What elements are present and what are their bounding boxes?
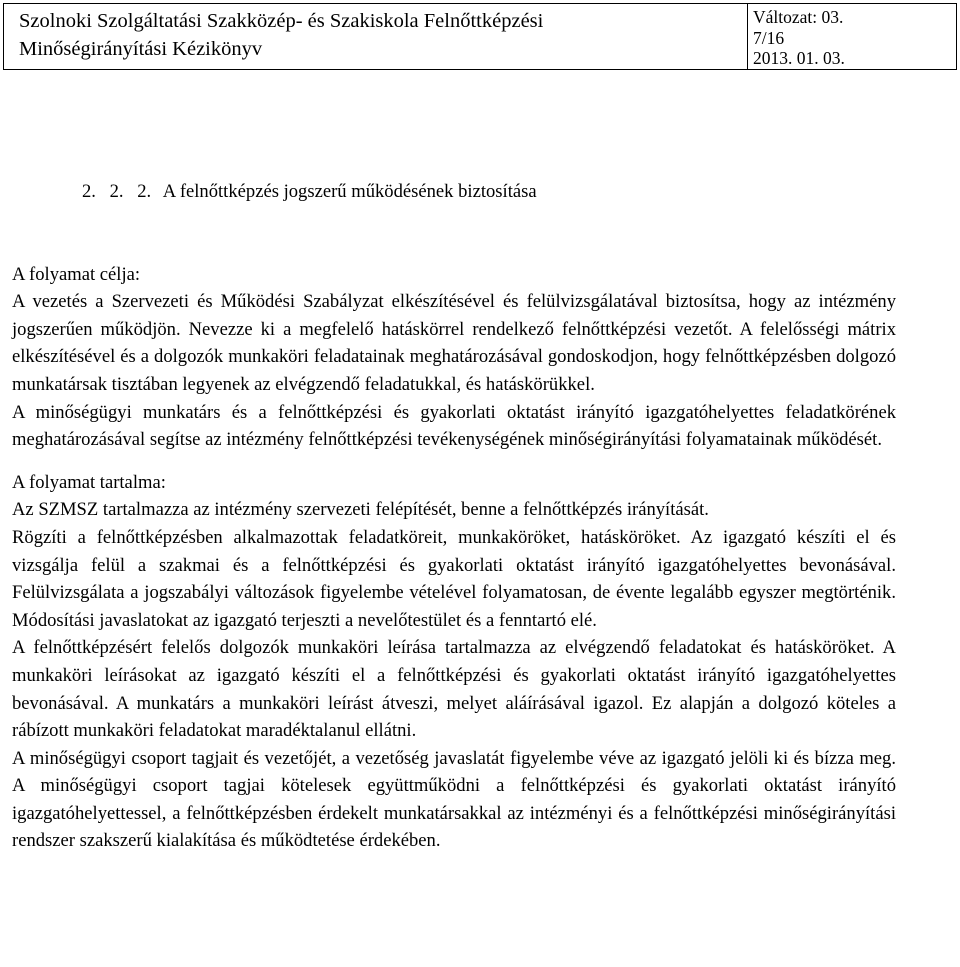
document-body (12, 178, 896, 855)
goal-paragraph: A vezetés a Szervezeti és Működési Szabályzat elkészítésével és felülvizsgálatával biztosítsa, hogy az intézmény jogszerűen működjön. Nevezze ki a megfelelő hatáskörrel rendelkező felnőttképzési vezetőt. A felelősségi mátrix elkészítésével és a dolgozók munkaköri feladatainak meghatározásával gondoskodjon, hogy felnőttképzésben dolgozó munkatársak tisztában legyenek az elvégzendő feladatukkal, és hatáskörükkel. (12, 291, 896, 395)
content-paragraph: Az SZMSZ tartalmazza az intézmény szervezeti felépítését, benne a felnőttképzés irányítását. (12, 499, 709, 521)
content-heading: A folyamat tartalma: (12, 471, 166, 493)
header-date: 2013. 01. 03. (753, 48, 845, 68)
goal-paragraph: A minőségügyi munkatárs és a felnőttképzési és gyakorlati oktatást irányító igazgatóhelyettes feladatkörének meghatározásával segítse az intézmény felnőttképzési tevékenységének minőségirányítási folyamatainak működését. (12, 401, 896, 451)
section-number: 2. 2. 2. (82, 181, 152, 202)
content-paragraph: A minőségügyi csoport tagjait és vezetőjét, a vezetőség javaslatát figyelembe véve az igazgató jelöli ki és bízza meg. A minőségügyi csoport tagjai kötelesek együttműködni a felnőttképzési és gyakorlati oktatást irányító igazgatóhelyettessel, a felnőttképzésben érdekelt munkatársakkal az intézményi és a felnőttképzési minőségirányítási rendszer szakszerű kialakítása és működtetése érdekében. (12, 747, 896, 852)
section-title (82, 178, 896, 206)
school-name: Szolnoki Szolgáltatási Szakközép- és Szakiskola Felnőttképzési (19, 10, 544, 32)
header-left-cell (4, 4, 748, 69)
content-paragraph: A felnőttképzésért felelős dolgozók munkaköri leírása tartalmazza az elvégzendő feladatokat és hatásköröket. A munkaköri leírásokat az igazgató készíti el a felnőttképzési és gyakorlati oktatást irányító igazgatóhelyettes bevonásával. A munkatárs a munkaköri leírást átveszi, melyet aláírásával igazol. Ez alapján a dolgozó köteles a rábízott munkaköri feladatokat maradéktalanul ellátni. (12, 637, 896, 742)
document-header (3, 3, 957, 70)
goal-heading: A folyamat célja: (12, 263, 141, 285)
section-title-text: A felnőttképzés jogszerű működésének biztosítása (162, 181, 537, 202)
spacer (12, 454, 896, 469)
header-right-cell (748, 4, 956, 69)
page-number: 7/16 (753, 27, 785, 48)
manual-title: Minőségirányítási Kézikönyv (19, 38, 263, 60)
content-paragraph: Rögzíti a felnőttképzésben alkalmazottak feladatköreit, munkaköröket, hatásköröket. Az igazgató készíti el és vizsgálja felül a szakmai és a felnőttképzési és gyakorlati oktatást irányító igazgatóhelyettes bevonásával. Felülvizsgálata a jogszabályi változások figyelembe vételével folyamatosan, de évente legalább egyszer megtörténik. Módosítási javaslatokat az igazgató terjeszti a nevelőtestület és a fenntartó elé. (12, 526, 896, 631)
version-label: Változat: 03. (753, 7, 844, 27)
